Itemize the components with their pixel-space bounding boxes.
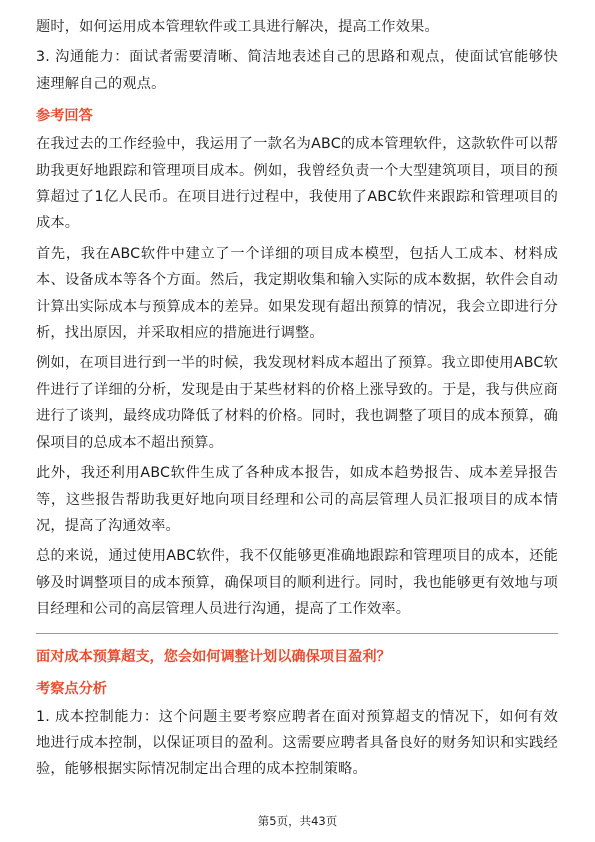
intro-tail-paragraph: 题时，如何运用成本管理软件或工具进行解决，提高工作效果。: [36, 19, 439, 35]
question-title: 面对成本预算超支，您会如何调整计划以确保项目盈利？: [36, 648, 391, 665]
reference-paragraph-3: 例如，在项目进行到一半的时候，我发现材料成本超出了预算。我立即使用ABC软件进行了详细的分析，发现是由于某些材料的价格上涨导致的。于是，我与供应商进行了谈判，最终成功降低了材料的价格。同时，我也调整了项目的成本预算，确保项目的总成本不超出预算。: [36, 355, 558, 451]
reference-paragraph-4: 此外，我还利用ABC软件生成了各种成本报告，如成本趋势报告、成本差异报告等，这些报告帮助我更好地向项目经理和公司的高层管理人员汇报项目的成本情况，提高了沟通效率。: [36, 465, 558, 534]
page-content: [36, 14, 558, 787]
reference-answer-heading: 参考回答: [36, 108, 93, 125]
communication-ability-point: 3. 沟通能力：面试者需要清晰、简洁地表述自己的思路和观点，使面试官能够快速理解自己的观点。: [36, 49, 558, 92]
reference-paragraph-1: 在我过去的工作经验中，我运用了一款名为ABC的成本管理软件，这款软件可以帮助我更好地跟踪和管理项目成本。例如，我曾经负责一个大型建筑项目，项目的预算超过了1亿人民币。在项目进行过程中，我使用了ABC软件来跟踪和管理项目的成本。: [36, 136, 558, 232]
section-divider: [36, 633, 558, 634]
analysis-heading: 考察点分析: [36, 680, 107, 697]
reference-paragraph-5: 总的来说，通过使用ABC软件，我不仅能够更准确地跟踪和管理项目的成本，还能够及时调整项目的成本预算，确保项目的顺利进行。同时，我也能够更有效地与项目经理和公司的高层管理人员进行沟通，提高了工作效率。: [36, 548, 558, 618]
page-number-footer: 第5页，共43页: [257, 814, 338, 828]
reference-paragraph-2: 首先，我在ABC软件中建立了一个详细的项目成本模型，包括人工成本、材料成本、设备成本等各个方面。然后，我定期收集和输入实际的成本数据，软件会自动计算出实际成本与预算成本的差异。如果发现有超出预算的情况，我会立即进行分析，找出原因，并采取相应的措施进行调整。: [36, 245, 558, 342]
cost-control-point: 1. 成本控制能力：这个问题主要考察应聘者在面对预算超支的情况下，如何有效地进行成本控制，以保证项目的盈利。这需要应聘者具备良好的财务知识和实践经验，能够根据实际情况制定出合理的成本控制策略。: [36, 708, 558, 778]
